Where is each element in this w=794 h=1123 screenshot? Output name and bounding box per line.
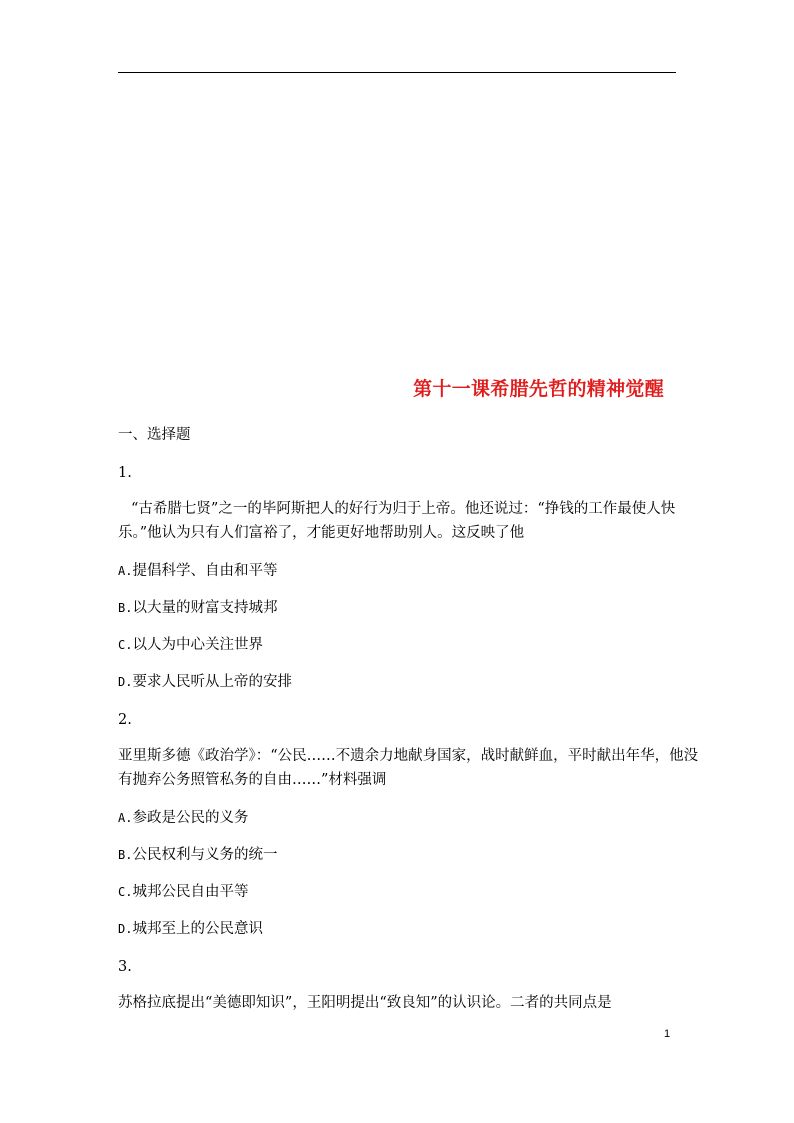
question-stem-line: 乐。”他认为只有人们富裕了，才能更好地帮助别人。这反映了他 xyxy=(118,525,525,541)
option-d xyxy=(118,916,678,942)
page-number: 1 xyxy=(664,1028,671,1040)
question-number: 2. xyxy=(118,712,132,728)
option-text: 要求人民听从上帝的安排 xyxy=(132,674,292,690)
option-key: A. xyxy=(118,564,133,578)
question-number: 1. xyxy=(118,465,132,481)
option-key: D. xyxy=(118,675,133,689)
option-key: C. xyxy=(118,885,133,899)
option-d xyxy=(118,669,678,695)
option-a xyxy=(118,558,678,584)
option-key: B. xyxy=(118,601,133,615)
question-stem-line: 苏格拉底提出“美德即知识”，王阳明提出“致良知”的认识论。二者的共同点是 xyxy=(118,995,612,1011)
option-text: 城邦公民自由平等 xyxy=(132,884,249,900)
option-text: 以大量的财富支持城邦 xyxy=(132,600,278,616)
section-heading: 一、选择题 xyxy=(118,427,191,443)
option-key: A. xyxy=(118,811,133,825)
option-text: 公民权利与义务的统一 xyxy=(132,847,278,863)
option-b xyxy=(118,595,678,621)
option-b xyxy=(118,842,678,868)
question-stem-line: 有抛弃公务照管私务的自由……”材料强调 xyxy=(118,772,387,788)
option-text: 参政是公民的义务 xyxy=(132,810,249,826)
option-text: 提倡科学、自由和平等 xyxy=(132,563,278,579)
document-title: 第十一课希腊先哲的精神觉醒 xyxy=(413,378,664,400)
question-stem-line: “古希腊七贤”之一的毕阿斯把人的好行为归于上帝。他还说过：“挣钱的工作最使人快 xyxy=(131,501,676,517)
option-text: 城邦至上的公民意识 xyxy=(132,921,263,937)
question-number: 3. xyxy=(118,959,132,975)
option-text: 以人为中心关注世界 xyxy=(132,637,263,653)
option-key: D. xyxy=(118,922,133,936)
question-stem-line: 亚里斯多德《政治学》：“公民……不遗余力地献身国家，战时献鲜血，平时献出年华，他没 xyxy=(118,748,699,764)
option-c xyxy=(118,879,678,905)
option-key: C. xyxy=(118,638,133,652)
option-c xyxy=(118,632,678,658)
option-key: B. xyxy=(118,848,133,862)
header-rule xyxy=(118,72,676,73)
option-a xyxy=(118,805,678,831)
